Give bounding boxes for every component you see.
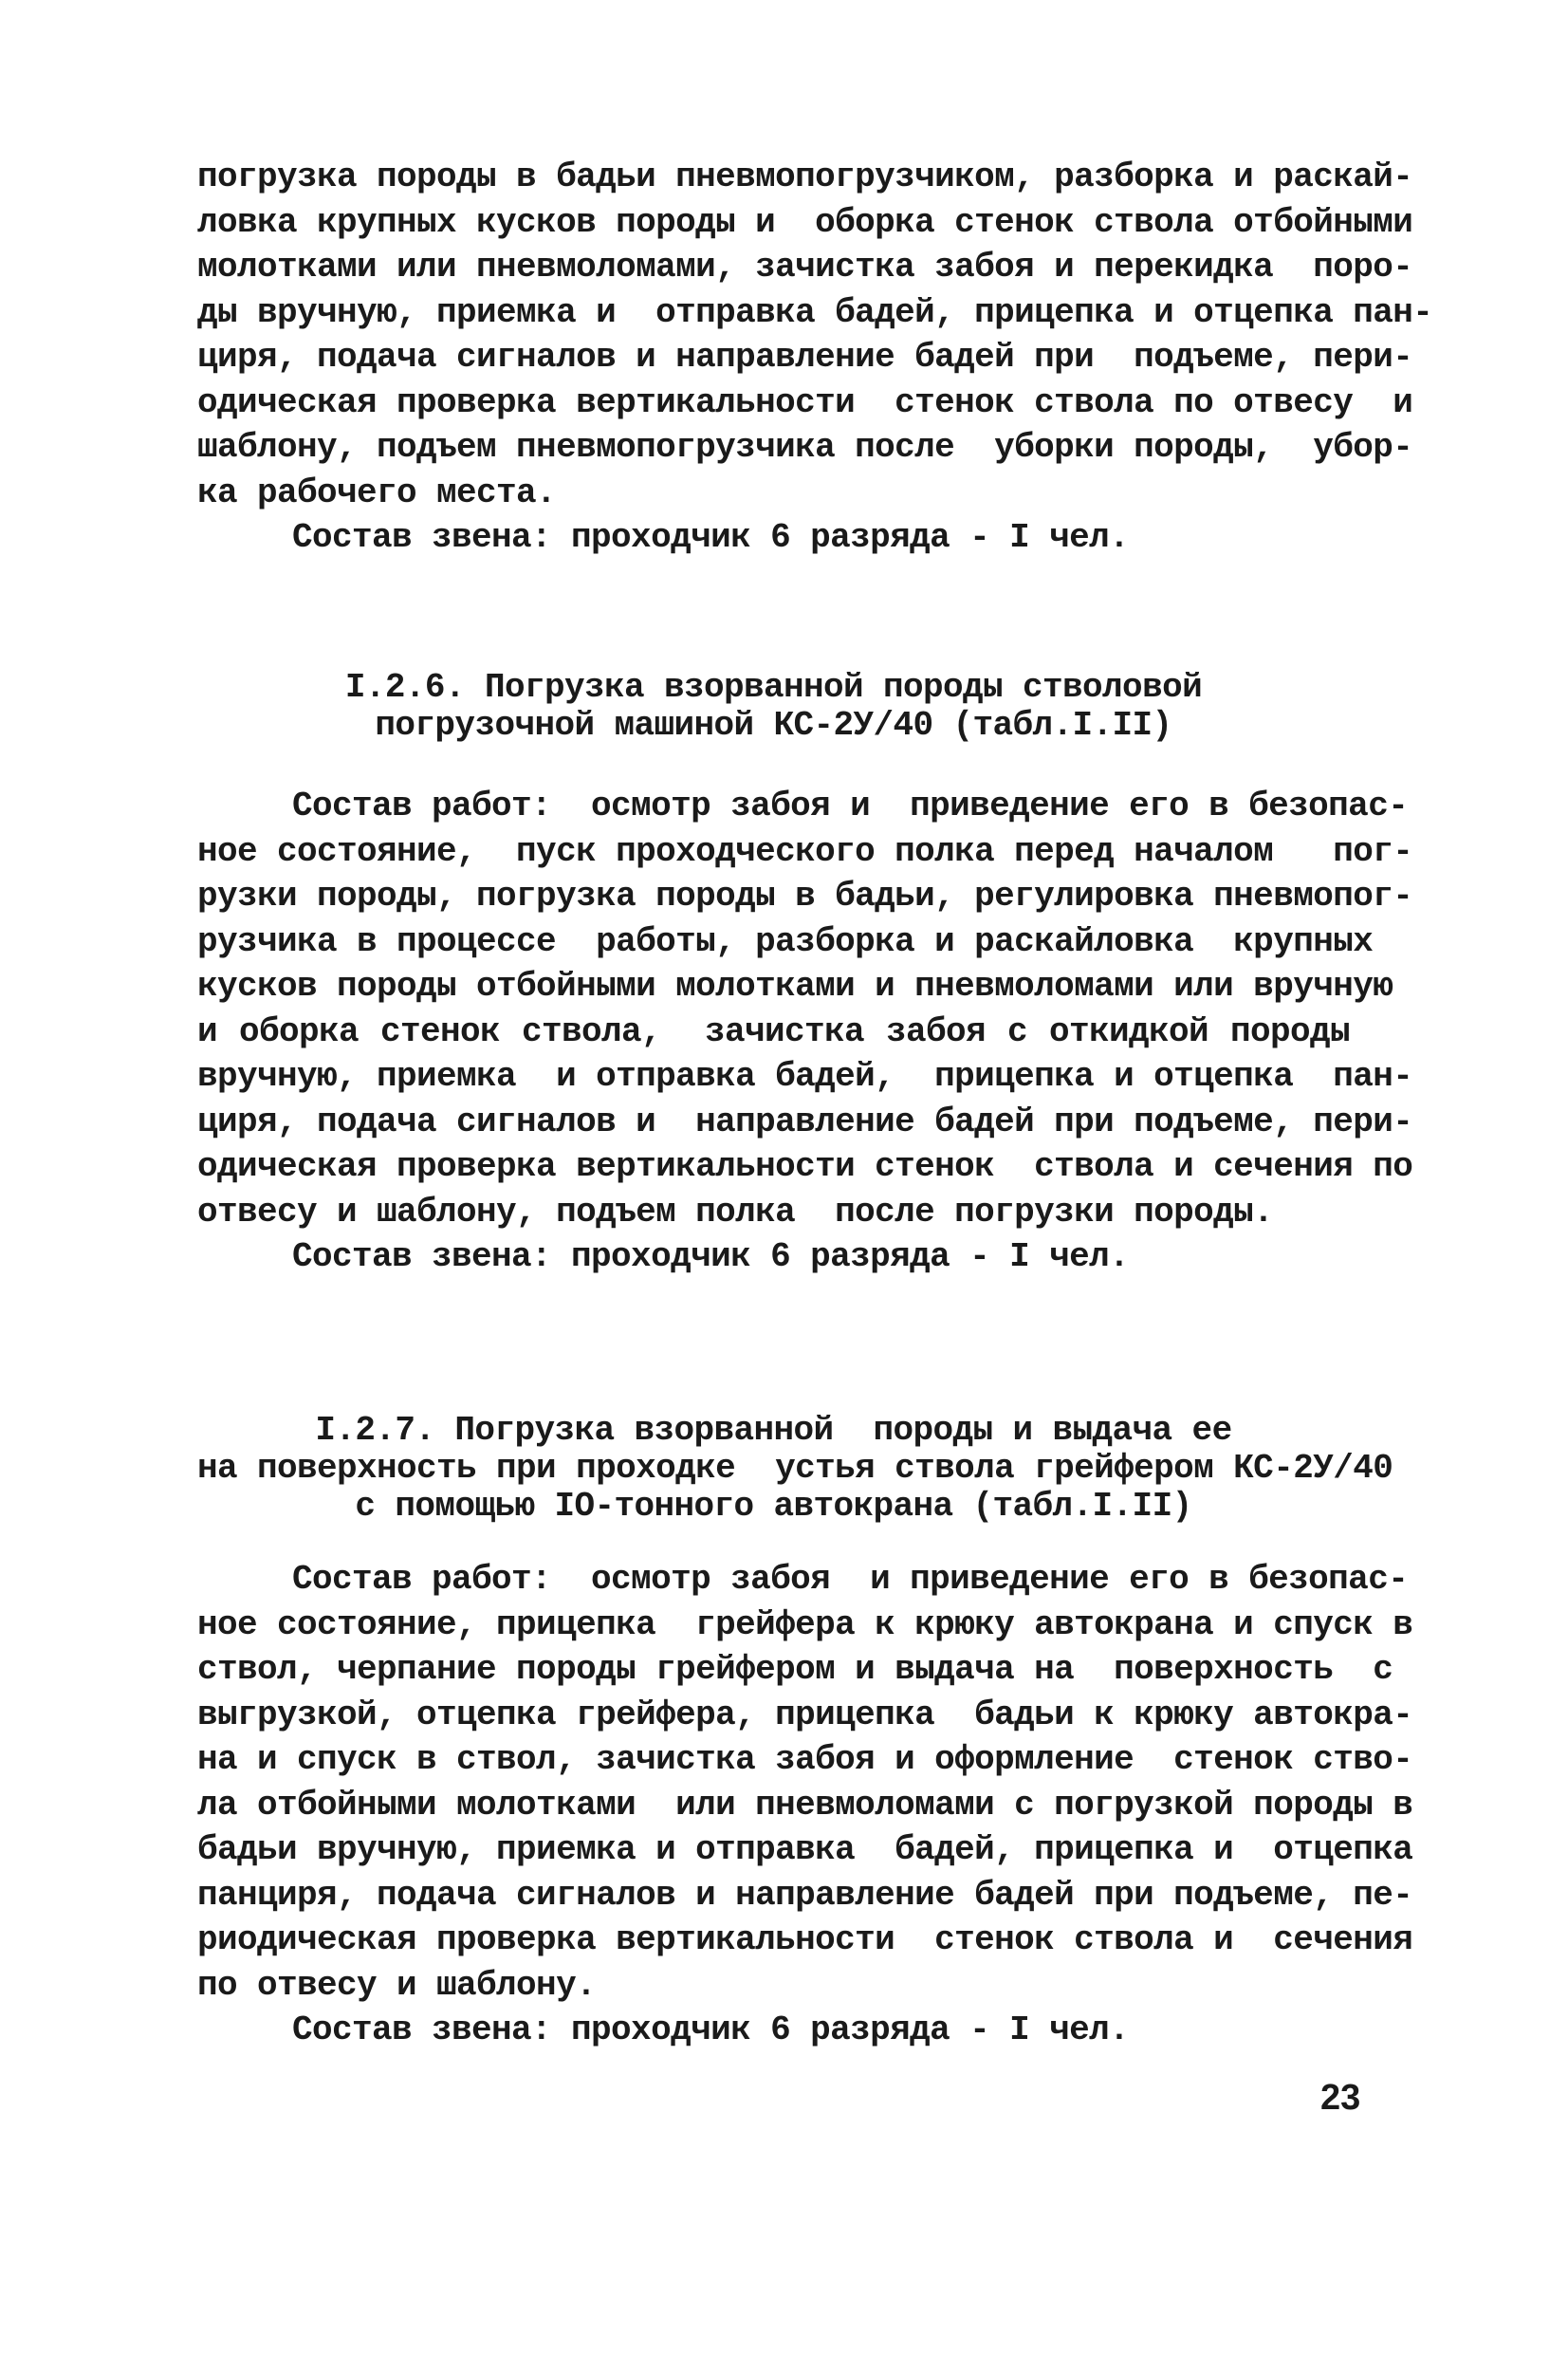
text-line: бадьи вручную, приемка и отправка бадей, прицепка и отцепка [197,1830,1413,1869]
section-heading-1-2-6 [197,669,1350,745]
text-line: выгрузкой, отцепка грейфера, прицепка бадьи к крюку автокра- [197,1695,1413,1734]
text-line: рузчика в процессе работы, разборка и раскайловка крупных [197,921,1374,961]
crew-composition: Состав звена: проходчик 6 разряда - I чел. [292,518,1130,557]
section-heading-1-2-7 [197,1411,1393,1526]
intro-paragraph [197,155,1433,561]
text-line: отвесу и шаблону, подъем полка после погрузки породы. [197,1192,1274,1232]
text-line: шаблону, подъем пневмопогрузчика после уборки породы, убор- [197,428,1413,467]
heading-line: I.2.7. Погрузка взорванной породы и выдача ее [315,1411,1232,1450]
crew-composition: Состав звена: проходчик 6 разряда - I чел. [292,2010,1130,2049]
text-line: вручную, приемка и отправка бадей, прицепка и отцепка пан- [197,1057,1413,1096]
text-line: ное состояние, прицепка грейфера к крюку автокрана и спуск в [197,1604,1413,1644]
text-line: ное состояние, пуск проходческого полка перед началом пог- [197,831,1413,871]
text-line: ка рабочего места. [197,472,557,512]
page-number: 23 [1320,2078,1361,2118]
section-body-1-2-7 [197,1557,1413,2053]
section-body-1-2-6 [197,784,1413,1280]
text-line: циря, подача сигналов и направление бадей при подъеме, пери- [197,1102,1413,1141]
heading-line: на поверхность при проходке устья ствола грейфером КС-2У/40 [197,1449,1393,1488]
text-line: по отвесу и шаблону. [197,1965,597,2005]
text-line: и оборка стенок ствола, зачистка забоя с откидкой породы [197,1011,1350,1051]
text-line: Состав работ: осмотр забоя и приведение его в безопас- [292,787,1409,825]
text-line: погрузка породы в бадьи пневмопогрузчиком, разборка и раскай- [197,157,1413,196]
text-line: ствол, черпание породы грейфером и выдача на поверхность с [197,1650,1393,1689]
text-line: риодическая проверка вертикальности стенок ствола и сечения [197,1920,1413,1959]
text-line: ловка крупных кусков породы и оборка стенок ствола отбойными [197,202,1413,242]
text-line: Состав работ: осмотр забоя и приведение его в безопас- [292,1560,1409,1599]
heading-line: с помощью IO-тонного автокрана (табл.I.II) [355,1487,1192,1526]
text-line: одическая проверка вертикальности стенок ствола по отвесу и [197,382,1413,422]
text-line: на и спуск в ствол, зачистка забоя и оформление стенок ство- [197,1740,1413,1779]
crew-composition: Состав звена: проходчик 6 разряда - I чел. [292,1237,1130,1276]
text-line: ды вручную, приемка и отправка бадей, прицепка и отцепка пан- [197,292,1433,332]
text-line: ла отбойными молотками или пневмоломами с погрузкой породы в [197,1785,1413,1825]
text-line: панциря, подача сигналов и направление бадей при подъеме, пе- [197,1875,1413,1915]
heading-line: I.2.6. Погрузка взорванной породы стволовой [344,668,1203,707]
text-line: одическая проверка вертикальности стенок ствола и сечения по [197,1147,1413,1186]
text-line: кусков породы отбойными молотками и пневмоломами или вручную [197,967,1393,1006]
heading-line: погрузочной машиной КС-2У/40 (табл.I.II) [375,706,1172,745]
text-line: рузки породы, погрузка породы в бадьи, регулировка пневмопог- [197,877,1413,916]
text-line: молотками или пневмоломами, зачистка забоя и перекидка поро- [197,248,1413,287]
text-line: циря, подача сигналов и направление бадей при подъеме, пери- [197,338,1413,377]
